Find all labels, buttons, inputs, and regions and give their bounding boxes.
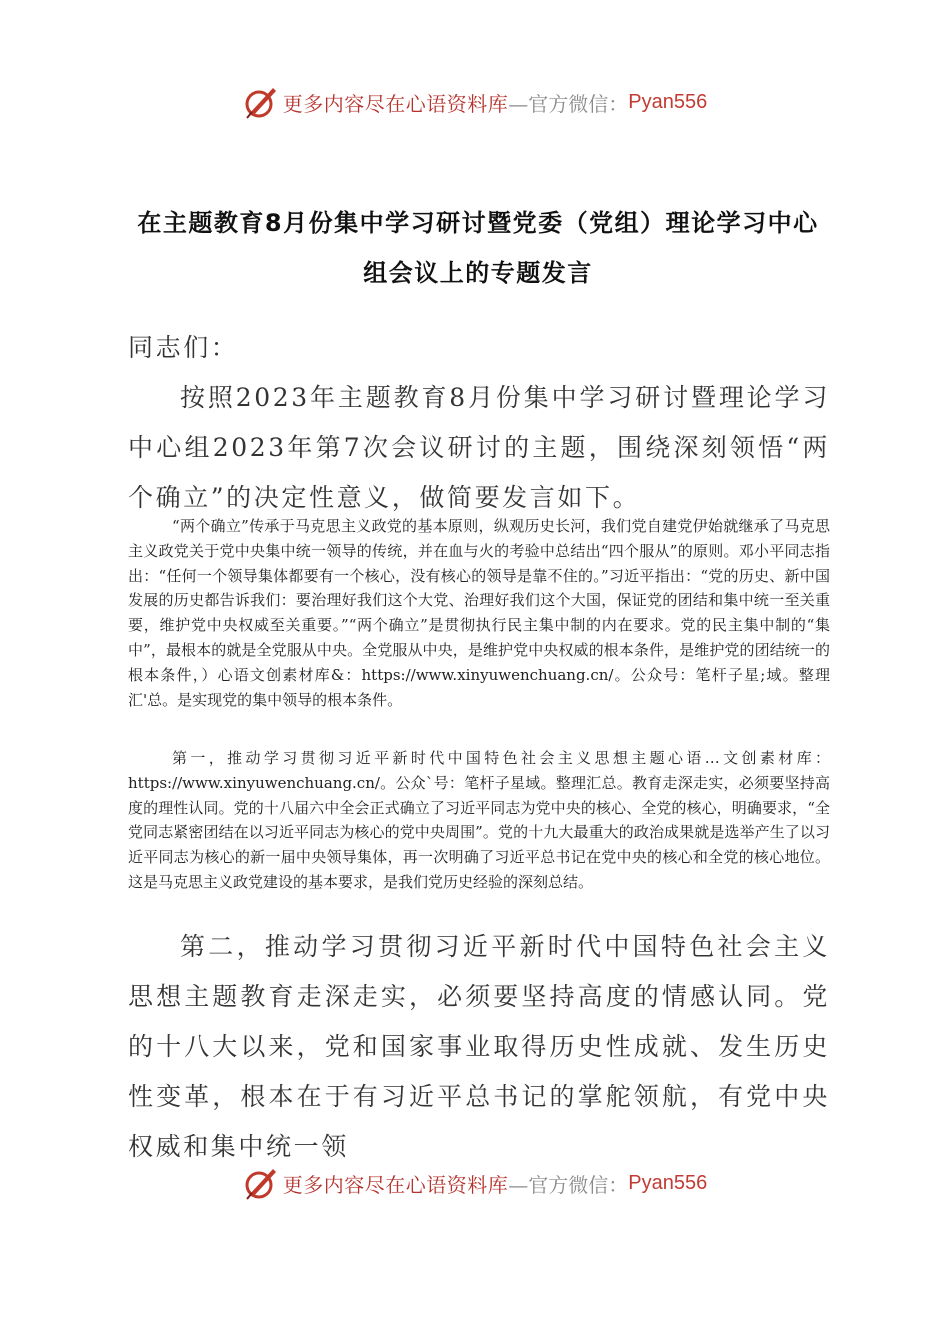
banner-text-wechat: —官方微信： [508, 1172, 629, 1197]
body-paragraph-1: “两个确立”传承于马克思主义政党的基本原则，纵观历史长河，我们党自建党伊始就继承了马克思主义政党关于党中央集中统一领导的传统，并在血与火的考验中总结出“四个服从”的原则。邓小平同志指出：“任何一个领导集体都要有一个核心，没有核心的领导是靠不住的。”习近平指出：“党的历史、新中国发展的历史都告诉我们：要治理好我们这个大党、治理好我们这个大国，保证党的团结和集中统一至关重要，维护党中央权威至关重要。”“两个确立”是贯彻执行民主集中制的内在要求。党的民主集中制的“集中”，最根本的就是全党服从中央。全党服从中央，是维护党中央权威的根本条件，是维护党的团结统一的根本条件，）心语文创素材库&：https://www.xinyuwenchuang.cn/。公众号：笔杆子星;域。整理汇'总。是实现党的集中领导的根本条件。 [128, 517, 830, 709]
header-banner [0, 82, 950, 122]
banner-text-wechat: —官方微信： [508, 91, 629, 116]
quill-pen-logo-icon [243, 84, 279, 120]
document-title: 在主题教育8月份集中学习研讨暨党委（党组）理论学习中心组会议上的专题发言 [137, 209, 819, 287]
body-paragraph-3: 第二，推动学习贯彻习近平新时代中国特色社会主义思想主题教育走深走实，必须要坚持高度的情感认同。党的十八大以来，党和国家事业取得历史性成就、发生历史性变革，根本在于有习近平总书记的掌舵领航，有党中央权威和集中统一领 [128, 932, 830, 1161]
greeting: 同志们： [128, 333, 239, 362]
banner-text-main: 更多内容尽在心语资料库 [282, 1172, 509, 1197]
banner-wechat-id: Pyan556 [628, 1171, 708, 1194]
body-paragraph-2: 第一，推动学习贯彻习近平新时代中国特色社会主义思想主题心语…文创素材库：https://www.xinyuwenchuang.cn/。公众`号：笔杆子星域。整理汇总。教育走深走实，必须要坚持高度的理性认同。党的十八届六中全会正式确立了习近平同志为党中央的核心、全党的核心，明确要求，“全党同志紧密团结在以习近平同志为核心的党中央周围”。党的十九大最重大的政治成果就是选举产生了以习近平同志为核心的新一届中央领导集体，再一次明确了习近平总书记在党中央的核心和全党的核心地位。这是马克思主义政党建设的基本要求，是我们党历史经验的深刻总结。 [128, 749, 830, 891]
footer-banner [0, 1163, 950, 1203]
banner-text-main: 更多内容尽在心语资料库 [282, 91, 509, 116]
banner-wechat-id: Pyan556 [628, 90, 708, 113]
quill-pen-logo-icon [243, 1165, 279, 1201]
intro-paragraph: 按照2023年主题教育8月份集中学习研讨暨理论学习中心组2023年第7次会议研讨的主题，围绕深刻领悟“两个确立”的决定性意义，做简要发言如下。 [128, 383, 830, 512]
